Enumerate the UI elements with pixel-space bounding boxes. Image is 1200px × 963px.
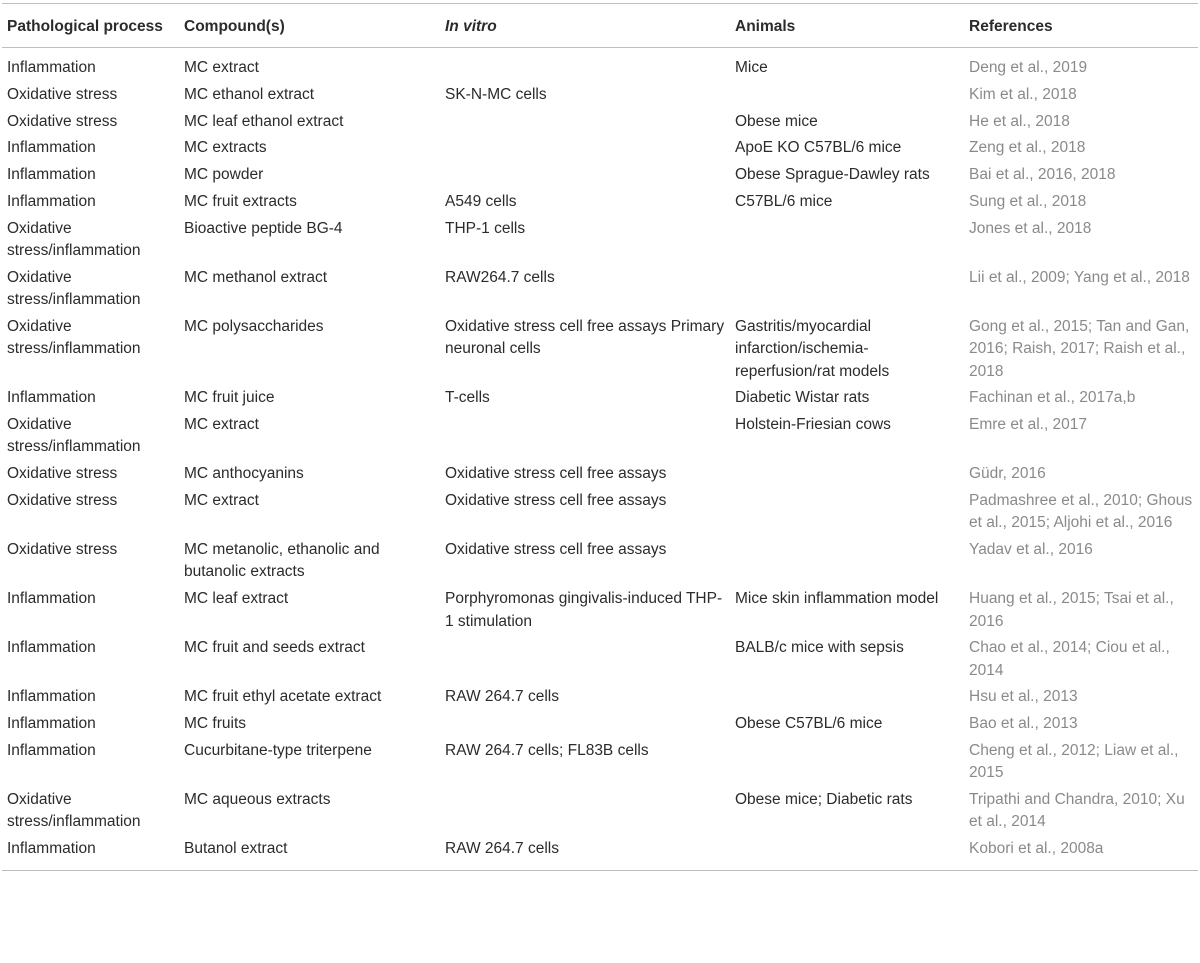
cell-compounds: MC extract [184,416,259,434]
cell-compounds: MC extracts [184,139,267,157]
cell-compounds: MC powder [184,166,264,184]
cell-animals [730,683,964,710]
cell-process: Oxidative stress [7,465,118,483]
cell-process: Inflammation [7,590,96,608]
table-row [2,384,1198,411]
cell-process: Inflammation [7,192,96,210]
cell-references: Cheng et al., 2012; Liaw et al., 2015 [969,742,1179,782]
cell-animals [730,215,964,264]
table-row [2,786,1198,835]
cell-compounds: MC aqueous extracts [184,791,331,809]
cell-animals: Holstein-Friesian cows [735,416,891,434]
table-row [2,487,1198,536]
cell-animals: Obese mice [735,112,818,130]
cell-invitro: Oxidative stress cell free assays [445,465,667,483]
cell-compounds: MC extract [184,59,259,76]
cell-invitro: RAW 264.7 cells; FL83B cells [445,742,649,760]
table-row [2,81,1198,108]
cell-process: Oxidative stress/inflammation [7,791,141,831]
cell-compounds: MC fruit juice [184,389,275,407]
cell-compounds: MC metanolic, ethanolic and butanolic extracts [184,541,380,581]
cell-compounds: MC fruit and seeds extract [184,639,365,657]
cell-process: Inflammation [2,835,179,870]
cell-references: Yadav et al., 2016 [969,541,1093,559]
table-row [2,634,1198,683]
cell-process: Oxidative stress [7,541,118,559]
table-row [2,585,1198,634]
cell-animals: Mice skin inflammation model [735,590,939,608]
cell-animals [730,536,964,585]
table-row [2,683,1198,710]
table-body [2,48,1198,871]
cell-animals: Diabetic Wistar rats [735,389,870,407]
cell-invitro: Oxidative stress cell free assays [445,492,667,510]
cell-invitro [440,134,730,161]
cell-invitro: Oxidative stress cell free assays [445,541,667,559]
header-references: References [964,4,1198,48]
cell-references: Gong et al., 2015; Tan and Gan, 2016; Raish, 2017; Raish et al., 2018 [969,317,1190,380]
cell-compounds: Cucurbitane-type triterpene [184,742,372,760]
cell-compounds: MC anthocyanins [184,465,304,483]
cell-process: Inflammation [7,166,96,184]
table-row [2,737,1198,786]
cell-invitro: THP-1 cells [445,219,526,237]
header-invitro: In vitro [440,4,730,48]
cell-compounds: MC fruit extracts [184,192,297,210]
cell-references: He et al., 2018 [969,112,1070,130]
cell-animals: Obese C57BL/6 mice [735,715,883,733]
cell-process: Oxidative stress/inflammation [7,219,141,260]
cell-compounds: MC polysaccharides [184,317,324,335]
table-row [2,536,1198,585]
cell-animals: C57BL/6 mice [735,192,833,210]
cell-invitro [440,411,730,460]
table-row [2,835,1198,870]
cell-animals: Obese mice; Diabetic rats [735,791,913,809]
cell-invitro [440,48,730,81]
cell-invitro: SK-N-MC cells [445,85,547,103]
table-row [2,264,1198,313]
cell-process: Inflammation [7,139,96,157]
header-process: Pathological process [2,4,179,48]
cell-process: Inflammation [7,742,96,760]
cell-compounds: Bioactive peptide BG-4 [184,219,343,237]
table-row [2,710,1198,737]
cell-animals: Gastritis/myocardial infarction/ischemia-reperfusion/rat models [735,317,890,380]
cell-references: Padmashree et al., 2010; Ghous et al., 2015; Aljohi et al., 2016 [969,492,1193,532]
cell-process: Inflammation [7,639,96,657]
cell-invitro [440,161,730,188]
cell-animals: ApoE KO C57BL/6 mice [735,139,902,157]
cell-animals [730,460,964,487]
table-row [2,188,1198,215]
table-row [2,161,1198,188]
cell-references: Bai et al., 2016, 2018 [969,166,1116,184]
cell-compounds: MC leaf extract [184,590,289,608]
cell-references: Hsu et al., 2013 [969,688,1078,706]
cell-references: Bao et al., 2013 [969,715,1078,733]
cell-process: Oxidative stress [7,85,118,103]
cell-compounds: MC leaf ethanol extract [184,112,344,130]
cell-process: Oxidative stress/inflammation [7,416,141,456]
cell-references: Güdr, 2016 [969,465,1046,483]
cell-references: Jones et al., 2018 [969,219,1092,237]
cell-references: Deng et al., 2019 [969,59,1088,76]
table-header [2,4,1198,48]
table-row [2,215,1198,264]
cell-compounds: MC extract [184,492,259,510]
cell-process: Oxidative stress [7,112,118,130]
cell-process: Inflammation [7,59,96,76]
cell-invitro: Porphyromonas gingivalis-induced THP-1 stimulation [445,590,723,630]
cell-process: Inflammation [7,715,96,733]
table-row [2,108,1198,135]
cell-references: Emre et al., 2017 [969,416,1088,434]
cell-compounds: MC ethanol extract [184,85,315,103]
header-row [2,4,1198,48]
cell-references: Fachinan et al., 2017a,b [969,389,1136,407]
cell-compounds: MC fruits [184,715,246,733]
table-row [2,460,1198,487]
cell-invitro: A549 cells [445,192,517,210]
cell-invitro [440,786,730,835]
cell-process: Oxidative stress/inflammation [7,317,141,358]
table-row [2,134,1198,161]
table-row [2,411,1198,460]
cell-references: Kim et al., 2018 [969,85,1077,103]
cell-references: Tripathi and Chandra, 2010; Xu et al., 2014 [969,791,1185,831]
header-animals: Animals [730,4,964,48]
header-compounds: Compound(s) [179,4,440,48]
data-table [2,3,1198,871]
cell-references: Zeng et al., 2018 [969,139,1086,157]
cell-invitro: RAW 264.7 cells [445,688,559,706]
table-row [2,313,1198,384]
cell-compounds: Butanol extract [179,835,440,870]
cell-compounds: MC methanol extract [184,268,327,286]
cell-process: Inflammation [7,688,96,706]
cell-invitro: RAW 264.7 cells [440,835,730,870]
cell-references: Huang et al., 2015; Tsai et al., 2016 [969,590,1174,630]
cell-invitro: T-cells [445,389,490,407]
cell-process: Inflammation [7,389,96,407]
cell-invitro [440,710,730,737]
cell-process: Oxidative stress [7,492,118,510]
cell-references: Chao et al., 2014; Ciou et al., 2014 [969,639,1170,679]
cell-animals [730,835,964,870]
table-row [2,48,1198,81]
cell-invitro: Oxidative stress cell free assays Primary neuronal cells [445,317,725,358]
cell-invitro: RAW264.7 cells [445,268,555,286]
cell-animals: BALB/c mice with sepsis [735,639,904,657]
cell-references: Sung et al., 2018 [969,192,1087,210]
cell-invitro [440,108,730,135]
cell-animals [730,487,964,536]
cell-references: Lii et al., 2009; Yang et al., 2018 [969,268,1190,286]
cell-animals [730,264,964,313]
cell-compounds: MC fruit ethyl acetate extract [184,688,382,706]
cell-animals [730,737,964,786]
cell-references: Kobori et al., 2008a [964,835,1198,870]
cell-animals [730,81,964,108]
cell-animals: Obese Sprague-Dawley rats [735,166,930,184]
cell-invitro [440,634,730,683]
cell-animals: Mice [735,59,768,76]
cell-process: Oxidative stress/inflammation [7,268,141,309]
